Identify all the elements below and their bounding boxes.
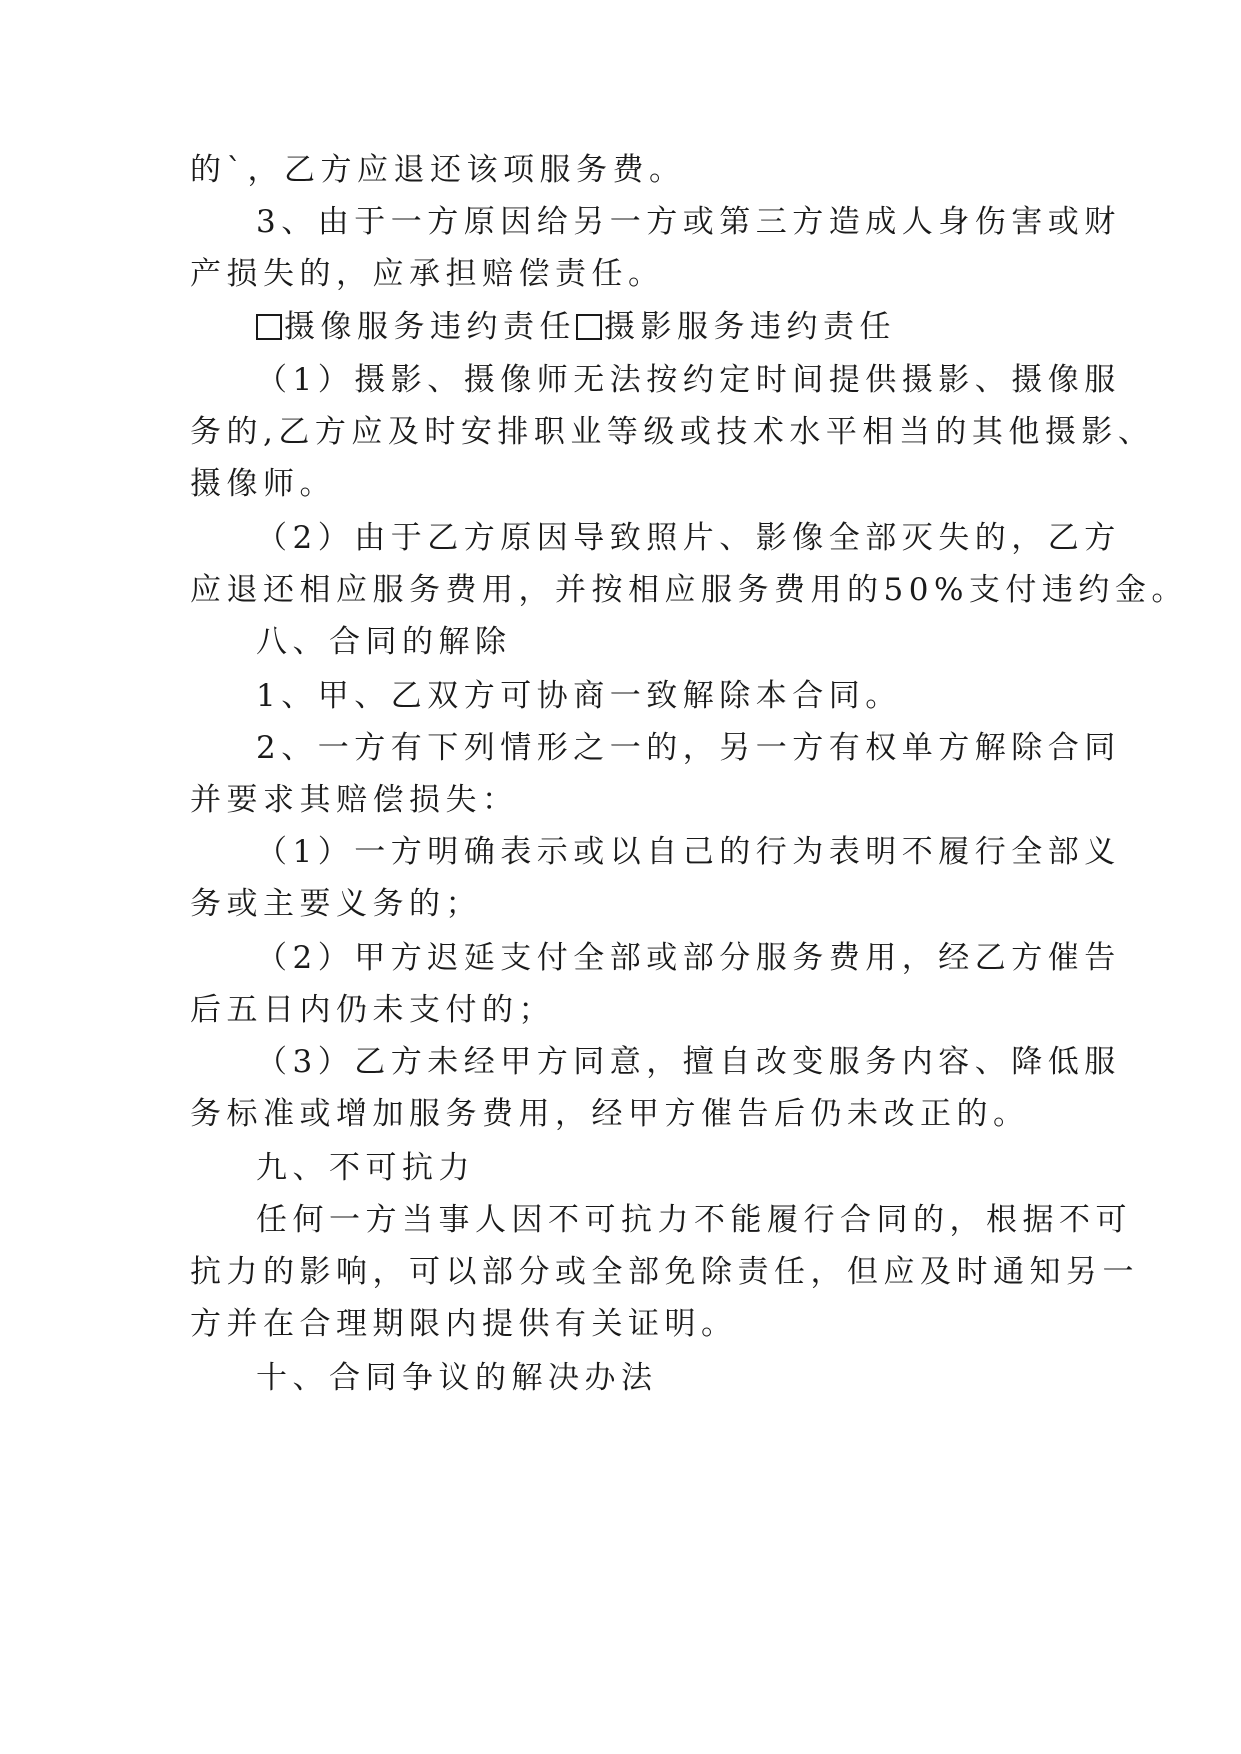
text-line: 2、一方有下列情形之一的，另一方有权单方解除合同 xyxy=(256,730,1121,766)
text-line: 1、甲、乙双方可协商一致解除本合同。 xyxy=(256,678,902,714)
text-line: 应退还相应服务费用，并按相应服务费用的50%支付违约金。 xyxy=(190,572,1188,608)
text-line: 抗力的影响，可以部分或全部免除责任，但应及时通知另一 xyxy=(190,1254,1139,1290)
section-heading: 十、合同争议的解决办法 xyxy=(256,1360,658,1396)
text-line: 务或主要义务的； xyxy=(190,886,482,922)
text-line: 务的,乙方应及时安排职业等级或技术水平相当的其他摄影、 xyxy=(190,414,1155,450)
text-line: 的`，乙方应退还该项服务费。 xyxy=(190,152,686,188)
photo-breach-checkbox[interactable] xyxy=(576,314,602,340)
clause-3-line: 3、由于一方原因给另一方或第三方造成人身伤害或财 xyxy=(256,204,1121,240)
text-line: 产损失的，应承担赔偿责任。 xyxy=(190,256,665,292)
video-breach-checkbox[interactable] xyxy=(256,314,282,340)
text-line: 务标准或增加服务费用，经甲方催告后仍未改正的。 xyxy=(190,1096,1030,1132)
text-line: 任何一方当事人因不可抗力不能履行合同的，根据不可 xyxy=(256,1202,1132,1238)
text-line: 摄像师。 xyxy=(190,466,336,502)
text-line: （1）摄影、摄像师无法按约定时间提供摄影、摄像服 xyxy=(256,362,1121,398)
breach-options-line xyxy=(256,307,896,347)
text-line: （1）一方明确表示或以自己的行为表明不履行全部义 xyxy=(256,834,1121,870)
section-heading: 九、不可抗力 xyxy=(256,1150,475,1186)
video-breach-label: 摄像服务违约责任 xyxy=(284,309,576,345)
text-line: 并要求其赔偿损失： xyxy=(190,782,519,818)
text-line: （2）甲方迟延支付全部或部分服务费用，经乙方催告 xyxy=(256,940,1121,976)
text-line: 方并在合理期限内提供有关证明。 xyxy=(190,1306,738,1342)
text-line: （3）乙方未经甲方同意，擅自改变服务内容、降低服 xyxy=(256,1044,1121,1080)
text-line: （2）由于乙方原因导致照片、影像全部灭失的，乙方 xyxy=(256,520,1121,556)
photo-breach-label: 摄影服务违约责任 xyxy=(604,309,896,345)
section-heading: 八、合同的解除 xyxy=(256,624,512,660)
text-line: 后五日内仍未支付的； xyxy=(190,992,555,1028)
